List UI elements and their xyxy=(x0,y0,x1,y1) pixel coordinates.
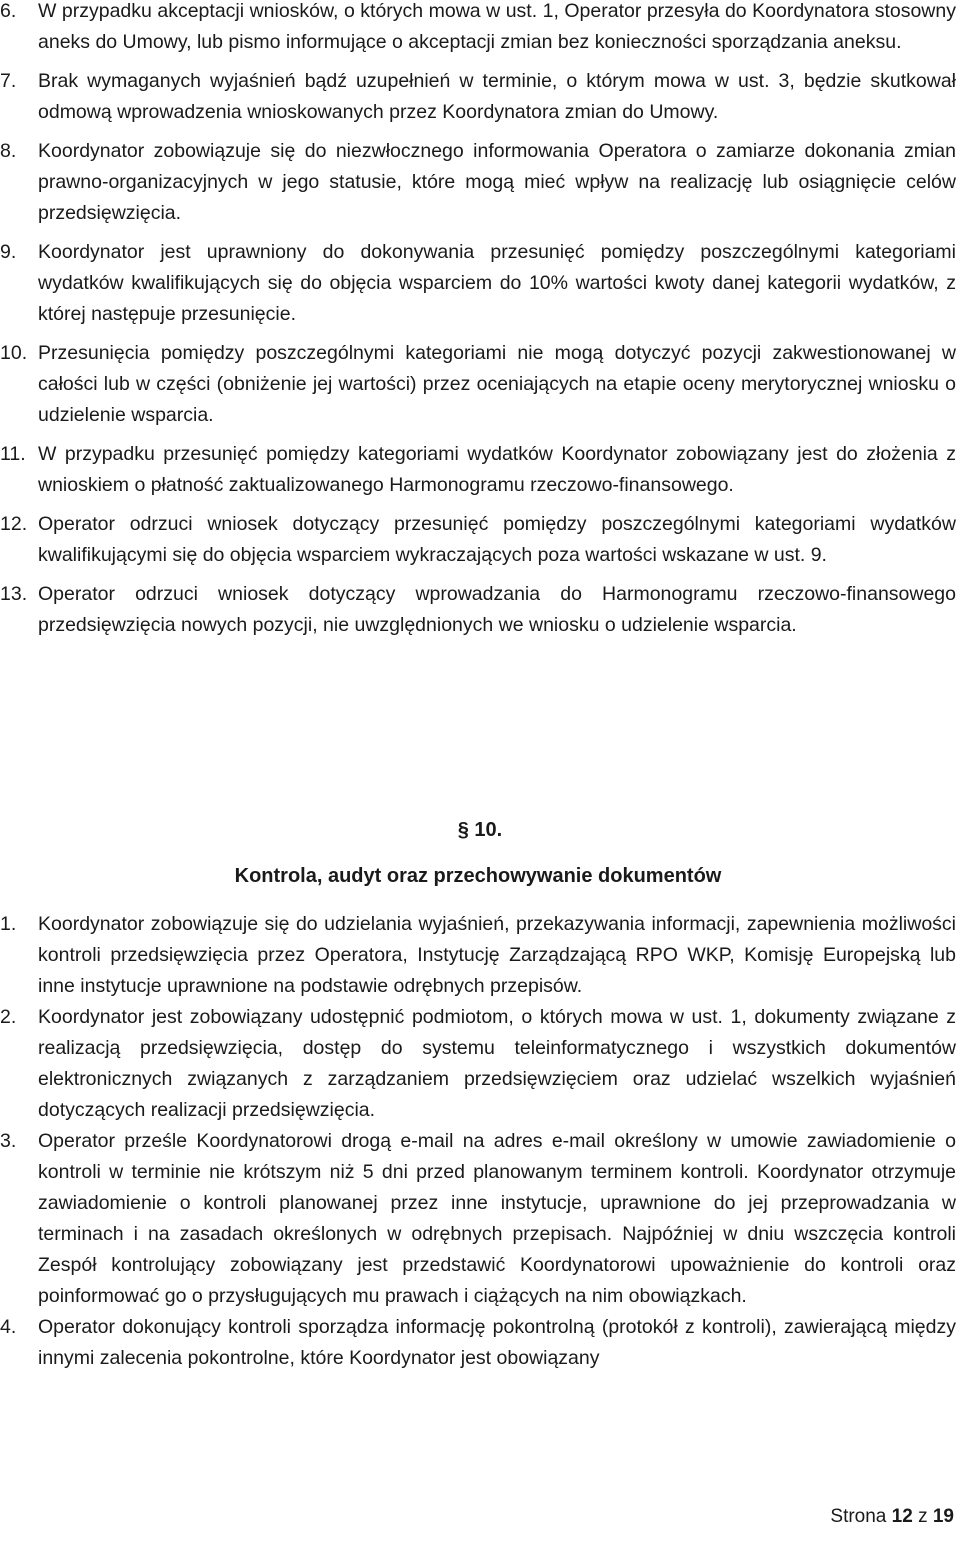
list-item-text: W przypadku przesunięć pomiędzy kategoriami wydatków Koordynator zobowiązany jest do złożenia z wnioskiem o płatność zaktualizowanego Harmonogramu rzeczowo-finansowego. xyxy=(38,443,956,496)
list-item-number: 6. xyxy=(0,0,17,22)
list-item xyxy=(0,909,960,1002)
section-number xyxy=(0,815,960,845)
list-item-text: Przesunięcia pomiędzy poszczególnymi kategoriami nie mogą dotyczyć pozycji zakwestionowanej w całości lub w części (obniżenie jej wartości) przez oceniających na etapie oceny merytorycznej wniosku o udzielenie wsparcia. xyxy=(38,342,956,426)
list-item-number: 3. xyxy=(0,1130,17,1152)
page-separator: z xyxy=(918,1506,928,1527)
list-item-number: 8. xyxy=(0,140,17,162)
list-item xyxy=(0,509,960,571)
list-item-number: 7. xyxy=(0,70,17,92)
total-pages-number: 19 xyxy=(932,1506,954,1527)
section-number-text: § 10. xyxy=(457,819,503,841)
list-item xyxy=(0,66,960,128)
list-item-text: Koordynator zobowiązuje się do udzielania wyjaśnień, przekazywania informacji, zapewnienia możliwości kontroli przedsięwzięcia przez Operatora, Instytucję Zarządzającą RPO WKP, Komisję Europejską lub inne instytucje uprawnione na podstawie odrębnych przepisów. xyxy=(38,913,956,997)
list-item-text: Operator odrzuci wniosek dotyczący wprowadzania do Harmonogramu rzeczowo-finansowego przedsięwzięcia nowych pozycji, nie uwzględnionych we wniosku o udzielenie wsparcia. xyxy=(38,583,956,636)
list-item xyxy=(0,136,960,229)
list-item xyxy=(0,338,960,431)
list-item-number: 11. xyxy=(0,443,26,465)
section-title: Kontrola, audyt oraz przechowywanie dokumentów xyxy=(234,865,722,887)
list-item-text: Operator odrzuci wniosek dotyczący przesunięć pomiędzy poszczególnymi kategoriami wydatków kwalifikującymi się do objęcia wsparciem wykraczających poza wartości wskazane w ust. 9. xyxy=(38,513,956,566)
list-item-number: 2. xyxy=(0,1006,17,1028)
list-item xyxy=(0,1312,960,1374)
current-page-number: 12 xyxy=(891,1506,913,1527)
paragraph-list-before xyxy=(0,0,960,641)
list-item-number: 10. xyxy=(0,342,28,364)
list-item xyxy=(0,1002,960,1126)
list-item-number: 9. xyxy=(0,241,17,263)
list-item-number: 4. xyxy=(0,1316,17,1338)
page-label: Strona xyxy=(830,1506,887,1527)
list-item-text: Koordynator zobowiązuje się do niezwłocznego informowania Operatora o zamiarze dokonania zmian prawno-organizacyjnych w jego statusie, które mogą mieć wpływ na realizację lub osiągnięcie celów przedsięwzięcia. xyxy=(38,140,956,224)
list-item xyxy=(0,0,960,58)
list-item-text: Operator dokonujący kontroli sporządza informację pokontrolną (protokół z kontroli), zawierającą między innymi zalecenia pokontrolne, które Koordynator jest obowiązany xyxy=(38,1316,956,1369)
list-item xyxy=(0,439,960,501)
list-item-text: Koordynator jest zobowiązany udostępnić podmiotom, o których mowa w ust. 1, dokumenty związane z realizacją przedsięwzięcia, dostęp do systemu teleinformatycznego i wszystkich dokumentów elektronicznych związanych z zarządzaniem przedsięwzięciem oraz udzielać wszelkich wyjaśnień dotyczących realizacji przedsięwzięcia. xyxy=(38,1006,956,1121)
list-item xyxy=(0,579,960,641)
list-item xyxy=(0,1126,960,1312)
page-footer xyxy=(830,1502,954,1532)
list-item xyxy=(0,237,960,330)
list-item-text: Koordynator jest uprawniony do dokonywania przesunięć pomiędzy poszczególnymi kategoriami wydatków kwalifikujących się do objęcia wsparciem do 10% wartości kwoty danej kategorii wydatków, z której następuje przesunięcie. xyxy=(38,241,956,325)
list-item-text: W przypadku akceptacji wniosków, o których mowa w ust. 1, Operator przesyła do Koordynatora stosowny aneks do Umowy, lub pismo informujące o akceptacji zmian bez konieczności sporządzania aneksu. xyxy=(38,0,956,53)
list-item-number: 13. xyxy=(0,583,28,605)
list-item-text: Operator prześle Koordynatorowi drogą e-mail na adres e-mail określony w umowie zawiadomienie o kontroli w terminie nie krótszym niż 5 dni przed planowanym terminem kontroli. Koordynator otrzymuje zawiadomienie o kontroli planowanej przez inne instytucje, uprawnione do jej przeprowadzania w terminach i na zasadach określonych w odrębnych przepisach. Najpóźniej w dniu wszczęcia kontroli Zespół kontrolujący zobowiązany jest przedstawić Koordynatorowi upoważnienie do kontroli oraz poinformować go o przysługujących mu prawach i ciążących na nim obowiązkach. xyxy=(38,1130,956,1307)
list-item-text: Brak wymaganych wyjaśnień bądź uzupełnień w terminie, o którym mowa w ust. 3, będzie skutkował odmową wprowadzenia wnioskowanych przez Koordynatora zmian do Umowy. xyxy=(38,70,956,123)
paragraph-list-after xyxy=(0,909,960,1374)
list-item-number: 1. xyxy=(0,913,17,935)
list-item-number: 12. xyxy=(0,513,28,535)
